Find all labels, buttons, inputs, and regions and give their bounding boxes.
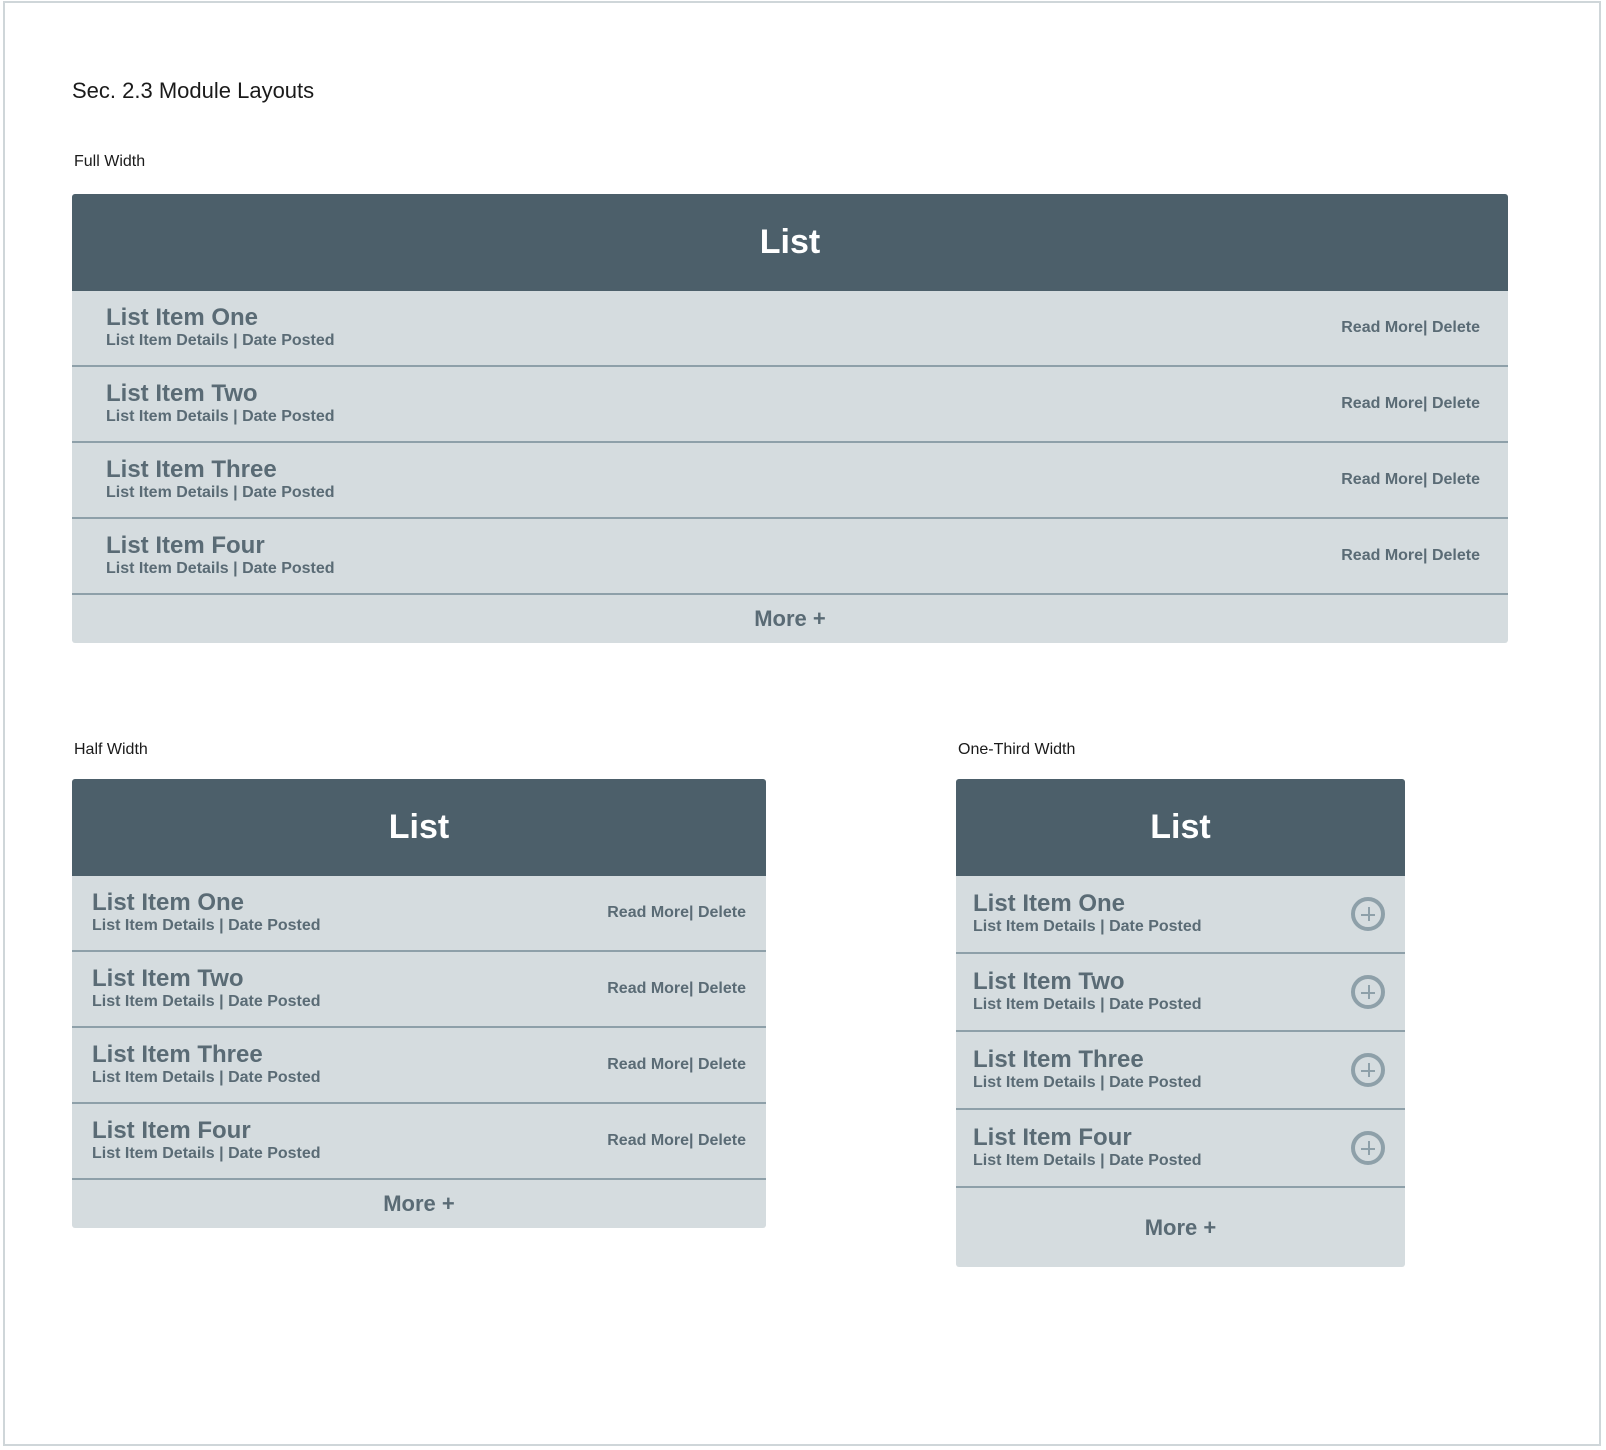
list-item-details: List Item Details | Date Posted — [106, 560, 335, 577]
plus-circle-icon[interactable] — [1351, 1131, 1385, 1165]
list-item-details: List Item Details | Date Posted — [973, 918, 1202, 935]
list-item-title: List Item Two — [973, 968, 1125, 995]
list-item[interactable] — [956, 1032, 1405, 1110]
read-more-link[interactable]: Read More — [607, 904, 690, 921]
plus-circle-icon[interactable] — [1351, 897, 1385, 931]
list-item[interactable] — [72, 1028, 766, 1104]
plus-circle-icon[interactable] — [1351, 975, 1385, 1009]
list-header: List — [72, 194, 1508, 291]
list-item[interactable] — [72, 367, 1508, 443]
list-item[interactable] — [956, 1110, 1405, 1188]
delete-link[interactable]: Delete — [697, 980, 746, 997]
read-more-link[interactable]: Read More — [1341, 471, 1424, 488]
more-button[interactable]: More + — [1144, 1214, 1217, 1240]
delete-link[interactable]: Delete — [1431, 395, 1480, 412]
action-separator: | — [689, 1056, 698, 1073]
delete-link[interactable]: Delete — [697, 1132, 746, 1149]
plus-circle-icon[interactable] — [1351, 1053, 1385, 1087]
action-separator: | — [1423, 319, 1432, 336]
action-separator: | — [689, 980, 698, 997]
action-separator: | — [1423, 471, 1432, 488]
one-third-width-list-module — [956, 779, 1405, 1267]
list-item-title: List Item Three — [106, 456, 277, 483]
action-separator: | — [1423, 395, 1432, 412]
list-item-title: List Item Three — [92, 1041, 263, 1068]
half-width-label: Half Width — [74, 741, 148, 758]
list-item-details: List Item Details | Date Posted — [106, 484, 335, 501]
full-width-label: Full Width — [74, 153, 146, 170]
read-more-link[interactable]: Read More — [1341, 395, 1424, 412]
list-item-details: List Item Details | Date Posted — [973, 996, 1202, 1013]
full-width-list-module — [72, 194, 1508, 643]
more-button[interactable]: More + — [383, 1191, 455, 1216]
list-header: List — [956, 779, 1405, 876]
list-item-actions — [1341, 471, 1480, 489]
list-item-details: List Item Details | Date Posted — [92, 1145, 321, 1162]
list-item[interactable] — [72, 443, 1508, 519]
list-item[interactable] — [72, 519, 1508, 595]
list-item-title: List Item One — [92, 889, 245, 916]
delete-link[interactable]: Delete — [697, 1056, 746, 1073]
list-item-details: List Item Details | Date Posted — [92, 993, 321, 1010]
list-item-actions — [1341, 547, 1480, 565]
list-item-details: List Item Details | Date Posted — [973, 1152, 1202, 1169]
list-item-actions — [607, 904, 746, 922]
list-item[interactable] — [72, 952, 766, 1028]
list-item-details: List Item Details | Date Posted — [92, 917, 321, 934]
action-separator: | — [689, 904, 698, 921]
read-more-link[interactable]: Read More — [1341, 319, 1424, 336]
action-separator: | — [1423, 547, 1432, 564]
list-item-details: List Item Details | Date Posted — [106, 332, 335, 349]
list-item-title: List Item One — [106, 304, 259, 331]
list-item-title: List Item Four — [106, 532, 265, 559]
list-item[interactable] — [72, 876, 766, 952]
half-width-list-module — [72, 779, 766, 1228]
delete-link[interactable]: Delete — [697, 904, 746, 921]
list-item[interactable] — [956, 876, 1405, 954]
page-title: Sec. 2.3 Module Layouts — [72, 78, 315, 103]
list-item-title: List Item Four — [973, 1124, 1132, 1151]
list-item-details: List Item Details | Date Posted — [973, 1074, 1202, 1091]
list-item-actions — [607, 980, 746, 998]
list-item-title: List Item Two — [92, 965, 244, 992]
list-item[interactable] — [956, 954, 1405, 1032]
read-more-link[interactable]: Read More — [607, 980, 690, 997]
delete-link[interactable]: Delete — [1431, 547, 1480, 564]
list-item-actions — [1341, 395, 1480, 413]
more-button[interactable]: More + — [754, 606, 826, 631]
delete-link[interactable]: Delete — [1431, 319, 1480, 336]
delete-link[interactable]: Delete — [1431, 471, 1480, 488]
list-header: List — [72, 779, 766, 876]
read-more-link[interactable]: Read More — [607, 1132, 690, 1149]
list-item[interactable] — [72, 291, 1508, 367]
action-separator: | — [689, 1132, 698, 1149]
list-item-title: List Item Two — [106, 380, 258, 407]
one-third-width-label: One-Third Width — [958, 741, 1076, 758]
list-item-title: List Item Four — [92, 1117, 251, 1144]
read-more-link[interactable]: Read More — [1341, 547, 1424, 564]
list-item-title: List Item One — [973, 890, 1126, 917]
list-item-actions — [607, 1132, 746, 1150]
list-item-actions — [1341, 319, 1480, 337]
list-item-details: List Item Details | Date Posted — [92, 1069, 321, 1086]
list-item-actions — [607, 1056, 746, 1074]
list-item[interactable] — [72, 1104, 766, 1180]
read-more-link[interactable]: Read More — [607, 1056, 690, 1073]
list-item-details: List Item Details | Date Posted — [106, 408, 335, 425]
list-item-title: List Item Three — [973, 1046, 1144, 1073]
